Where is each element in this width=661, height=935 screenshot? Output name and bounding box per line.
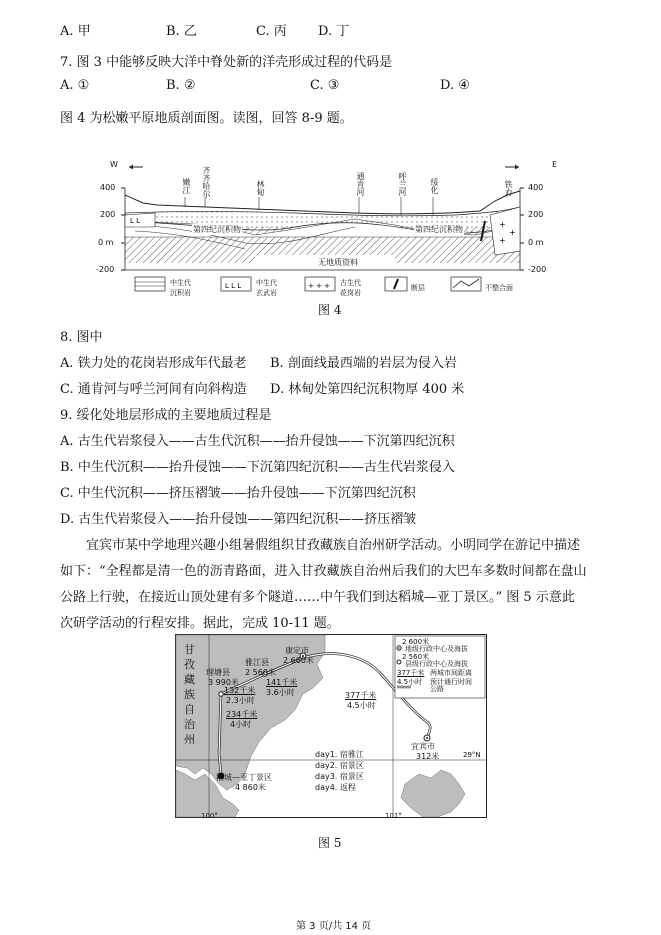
fig4-place-suihua: 绥化	[430, 178, 439, 194]
fig5-litang-alt: 3 990米	[208, 678, 239, 687]
fig5-region-label	[184, 642, 198, 747]
fig5-itinerary-1: day1. 宿雅江	[315, 750, 364, 759]
fig5-daocheng-name: 稻城—亚丁景区	[216, 773, 272, 782]
fig5-seg4-time: 4.5小时	[347, 701, 376, 710]
fig4-y-left-400: 400	[100, 183, 116, 192]
q6-option-d: D. 丁	[318, 24, 350, 39]
fig5-seg4-dist: 377千米	[345, 691, 377, 700]
fig4-legend-unconformity: 不整合面	[485, 284, 513, 292]
q6-option-c: C. 丙	[256, 24, 287, 39]
fig4-place-nenjiang: 嫩江	[182, 178, 191, 194]
q9-option-b: B. 中生代沉积——抬升侵蚀——下沉第四纪沉积——古生代岩浆侵入	[60, 460, 455, 475]
region-char: 藏	[184, 673, 195, 686]
fig5-legend-1b: 地级行政中心及海拔	[405, 645, 468, 653]
fig4-legend-1b: 沉积岩	[170, 289, 191, 297]
q7-option-d: D. ④	[440, 78, 470, 93]
fig5-kangding-alt: 2 660米	[283, 656, 314, 665]
q8-option-a: A. 铁力处的花岗岩形成年代最老	[60, 356, 247, 371]
svg-text:+: +	[499, 236, 506, 245]
q9-option-c: C. 中生代沉积——挤压褶皱——抬升侵蚀——下沉第四纪沉积	[60, 486, 416, 501]
fig5-lon2-label: 101°	[385, 812, 402, 820]
fig5-seg2-dist: 141千米	[266, 678, 298, 687]
fig4-y-right-200: 200	[528, 210, 544, 219]
para-line-2: 如下：“全程都是清一色的沥青路面，进入甘孜藏族自治州后我们的大巴车多数时间都在盘山	[60, 564, 587, 579]
fig5-litang-name: 理塘县	[206, 668, 230, 677]
fig4-y-right-neg200: -200	[528, 265, 547, 274]
fig5-seg1-time: 2.3小时	[226, 696, 255, 705]
svg-text:+ + +: + + +	[308, 282, 331, 290]
fig4-y-right-400: 400	[528, 183, 544, 192]
fig5-seg1-dist: 132千米	[224, 686, 256, 695]
fig4-legend-2a: 中生代	[256, 279, 277, 287]
fig4-y-left-0: 0 m	[98, 238, 114, 247]
fig5-kangding-name: 康定市	[285, 646, 309, 655]
fig5-yibin-name: 宜宾市	[411, 742, 435, 751]
fig4-place-tieli: 铁力	[504, 180, 513, 196]
q6-option-b: B. 乙	[166, 24, 197, 39]
region-char: 孜	[184, 658, 195, 671]
fig5-yibin-alt: 312米	[416, 752, 440, 761]
svg-text:L L: L L	[130, 217, 141, 225]
fig4-place-hulanhe: 呼兰河	[398, 172, 407, 196]
region-char: 甘	[184, 643, 195, 656]
fig5-itinerary-4: day4. 返程	[315, 783, 356, 792]
fig4-place-qiqihar: 齐齐哈尔	[202, 166, 211, 198]
svg-text:+: +	[499, 220, 506, 229]
fig4-legend-1a: 中生代	[170, 279, 191, 287]
q9-option-d: D. 古生代岩浆侵入——抬升侵蚀——第四纪沉积——挤压褶皱	[60, 512, 417, 527]
fig4-quaternary-left: 第四纪沉积物	[193, 225, 241, 234]
region-char: 治	[184, 718, 195, 731]
fig5-legend-4b: 预计通行时间	[430, 678, 472, 686]
fig5-legend-5: 公路	[430, 685, 444, 693]
fig5-seg3-time: 4小时	[230, 720, 252, 729]
fig4-y-right-0: 0 m	[528, 238, 544, 247]
fig5-yajiang-name: 雅江县	[245, 658, 269, 667]
fig4-no-data: 无地质资料	[318, 258, 358, 267]
q8-option-b: B. 剖面线最西端的岩层为侵入岩	[270, 356, 457, 371]
q6-option-a: A. 甲	[60, 24, 91, 39]
fig5-lat-label: 29°N	[463, 751, 481, 759]
fig5-yajiang-alt: 2 560米	[245, 668, 276, 677]
q8-option-d: D. 林甸处第四纪沉积物厚 400 米	[270, 382, 465, 397]
q7-stem: 7. 图 3 中能够反映大洋中脊处新的洋壳形成过程的代码是	[60, 55, 393, 70]
region-char: 自	[184, 703, 195, 716]
q7-option-c: C. ③	[310, 78, 340, 93]
fig5-legend-1a: 2 600米	[402, 638, 430, 646]
fig5-legend-4a: 4.5小时	[397, 678, 423, 686]
fig4-dir-e: E	[552, 160, 558, 169]
fig5-caption: 图 5	[318, 836, 342, 850]
q9-stem: 9. 绥化处地层形成的主要地质过程是	[60, 408, 272, 423]
fig5-seg2-time: 3.6小时	[266, 688, 295, 697]
q8-stem: 8. 图中	[60, 330, 103, 345]
q7-option-a: A. ①	[60, 78, 90, 93]
fig5-legend-3a: 377千米	[397, 669, 425, 677]
svg-text:+: +	[509, 228, 516, 237]
fig4-legend-fault: 断层	[411, 284, 425, 292]
fig5-legend-3b: 两城市间距离	[430, 669, 472, 677]
fig4-legend-3b: 花岗岩	[340, 289, 361, 297]
fig4-intro: 图 4 为松嫩平原地质剖面图。读图，回答 8-9 题。	[60, 111, 353, 126]
fig5-itinerary-3: day3. 宿景区	[315, 772, 364, 781]
fig4-place-lindian: 林甸	[256, 180, 265, 196]
region-char: 州	[184, 733, 195, 746]
fig5-seg3-dist: 234千米	[226, 710, 258, 719]
q8-option-c: C. 通肯河与呼兰河间有向斜构造	[60, 382, 247, 397]
page-footer: 第 3 页/共 14 页	[296, 921, 372, 932]
fig5-itinerary-2: day2. 宿景区	[315, 761, 364, 770]
para-line-1: 宜宾市某中学地理兴趣小组暑假组织甘孜藏族自治州研学活动。小明同学在游记中描述	[86, 538, 581, 553]
svg-text:L L L: L L L	[225, 282, 242, 290]
fig4-dir-w: W	[110, 160, 118, 169]
fig5-daocheng-alt: 4 860米	[235, 783, 266, 792]
q7-option-b: B. ②	[166, 78, 196, 93]
q9-option-a: A. 古生代岩浆侵入——古生代沉积——抬升侵蚀——下沉第四纪沉积	[60, 434, 455, 449]
fig4-y-left-200: 200	[100, 210, 116, 219]
fig5-legend-2b: 县级行政中心及海拔	[405, 660, 468, 668]
fig4-caption: 图 4	[318, 303, 342, 317]
para-line-3: 公路上行驶，在接近山顶处建有多个隧道……中午我们到达稻城—亚丁景区。” 图 5 示意此	[60, 590, 575, 605]
fig5-lon1-label: 100°	[201, 812, 218, 820]
region-char: 族	[184, 688, 195, 701]
fig5-legend-2a: 2 560米	[402, 653, 430, 661]
fig4-y-left-neg200: -200	[96, 265, 115, 274]
fig4-quaternary-right: 第四纪沉积物	[415, 225, 463, 234]
fig4-legend-3a: 古生代	[340, 279, 361, 287]
fig4-place-tongkenhe: 通肯河	[356, 172, 365, 196]
para-line-4: 次研学活动的行程安排。据此，完成 10-11 题。	[60, 616, 340, 631]
fig4-legend-2b: 玄武岩	[256, 289, 277, 297]
